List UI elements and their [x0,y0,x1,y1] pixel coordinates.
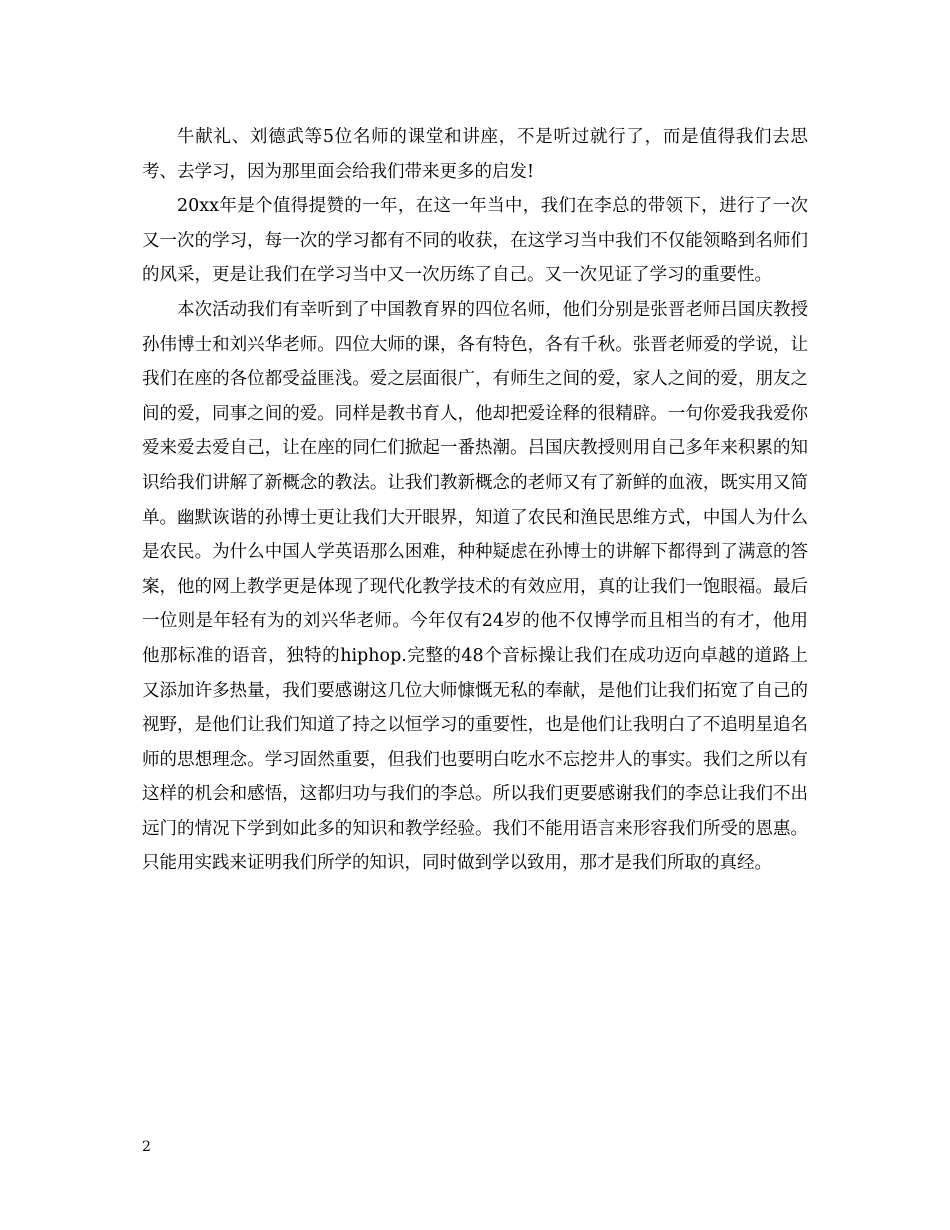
document-body [142,120,808,881]
page-number: 2 [142,1139,151,1155]
paragraph-2: 20xx年是个值得提赞的一年，在这一年当中，我们在李总的带领下，进行了一次又一次的学习，每一次的学习都有不同的收获，在这学习当中我们不仅能领略到名师们的风采，更是让我们在学习当中又一次历练了自己。又一次见证了学习的重要性。 [142,196,808,286]
paragraph-3: 本次活动我们有幸听到了中国教育界的四位名师，他们分别是张晋老师吕国庆教授孙伟博士和刘兴华老师。四位大师的课，各有特色，各有千秋。张晋老师爱的学说，让我们在座的各位都受益匪浅。爱之层面很广，有师生之间的爱，家人之间的爱，朋友之间的爱，同事之间的爱。同样是教书育人，他却把爱诠释的很精辟。一句你爱我我爱你爱来爱去爱自己，让在座的同仁们掀起一番热潮。吕国庆教授则用自己多年来积累的知识给我们讲解了新概念的教法。让我们教新概念的老师又有了新鲜的血液，既实用又简单。幽默诙谐的孙博士更让我们大开眼界，知道了农民和渔民思维方式，中国人为什么是农民。为什么中国人学英语那么困难，种种疑虑在孙博士的讲解下都得到了满意的答案，他的网上教学更是体现了现代化教学技术的有效应用，真的让我们一饱眼福。最后一位则是年轻有为的刘兴华老师。今年仅有24岁的他不仅博学而且相当的有才，他用他那标准的语音，独特的hiphop.完整的48个音标操让我们在成功迈向卓越的道路上又添加许多热量，我们要感谢这几位大师慷慨无私的奉献，是他们让我们拓宽了自己的视野，是他们让我们知道了持之以恒学习的重要性，也是他们让我明白了不追明星追名师的思想理念。学习固然重要，但我们也要明白吃水不忘挖井人的事实。我们之所以有这样的机会和感悟，这都归功与我们的李总。所以我们更要感谢我们的李总让我们不出远门的情况下学到如此多的知识和教学经验。我们不能用语言来形容我们所受的恩惠。只能用实践来证明我们所学的知识，同时做到学以致用，那才是我们所取的真经。 [142,299,808,874]
paragraph-1: 牛献礼、刘德武等5位名师的课堂和讲座，不是听过就行了，而是值得我们去思考、去学习，因为那里面会给我们带来更多的启发! [142,127,808,182]
